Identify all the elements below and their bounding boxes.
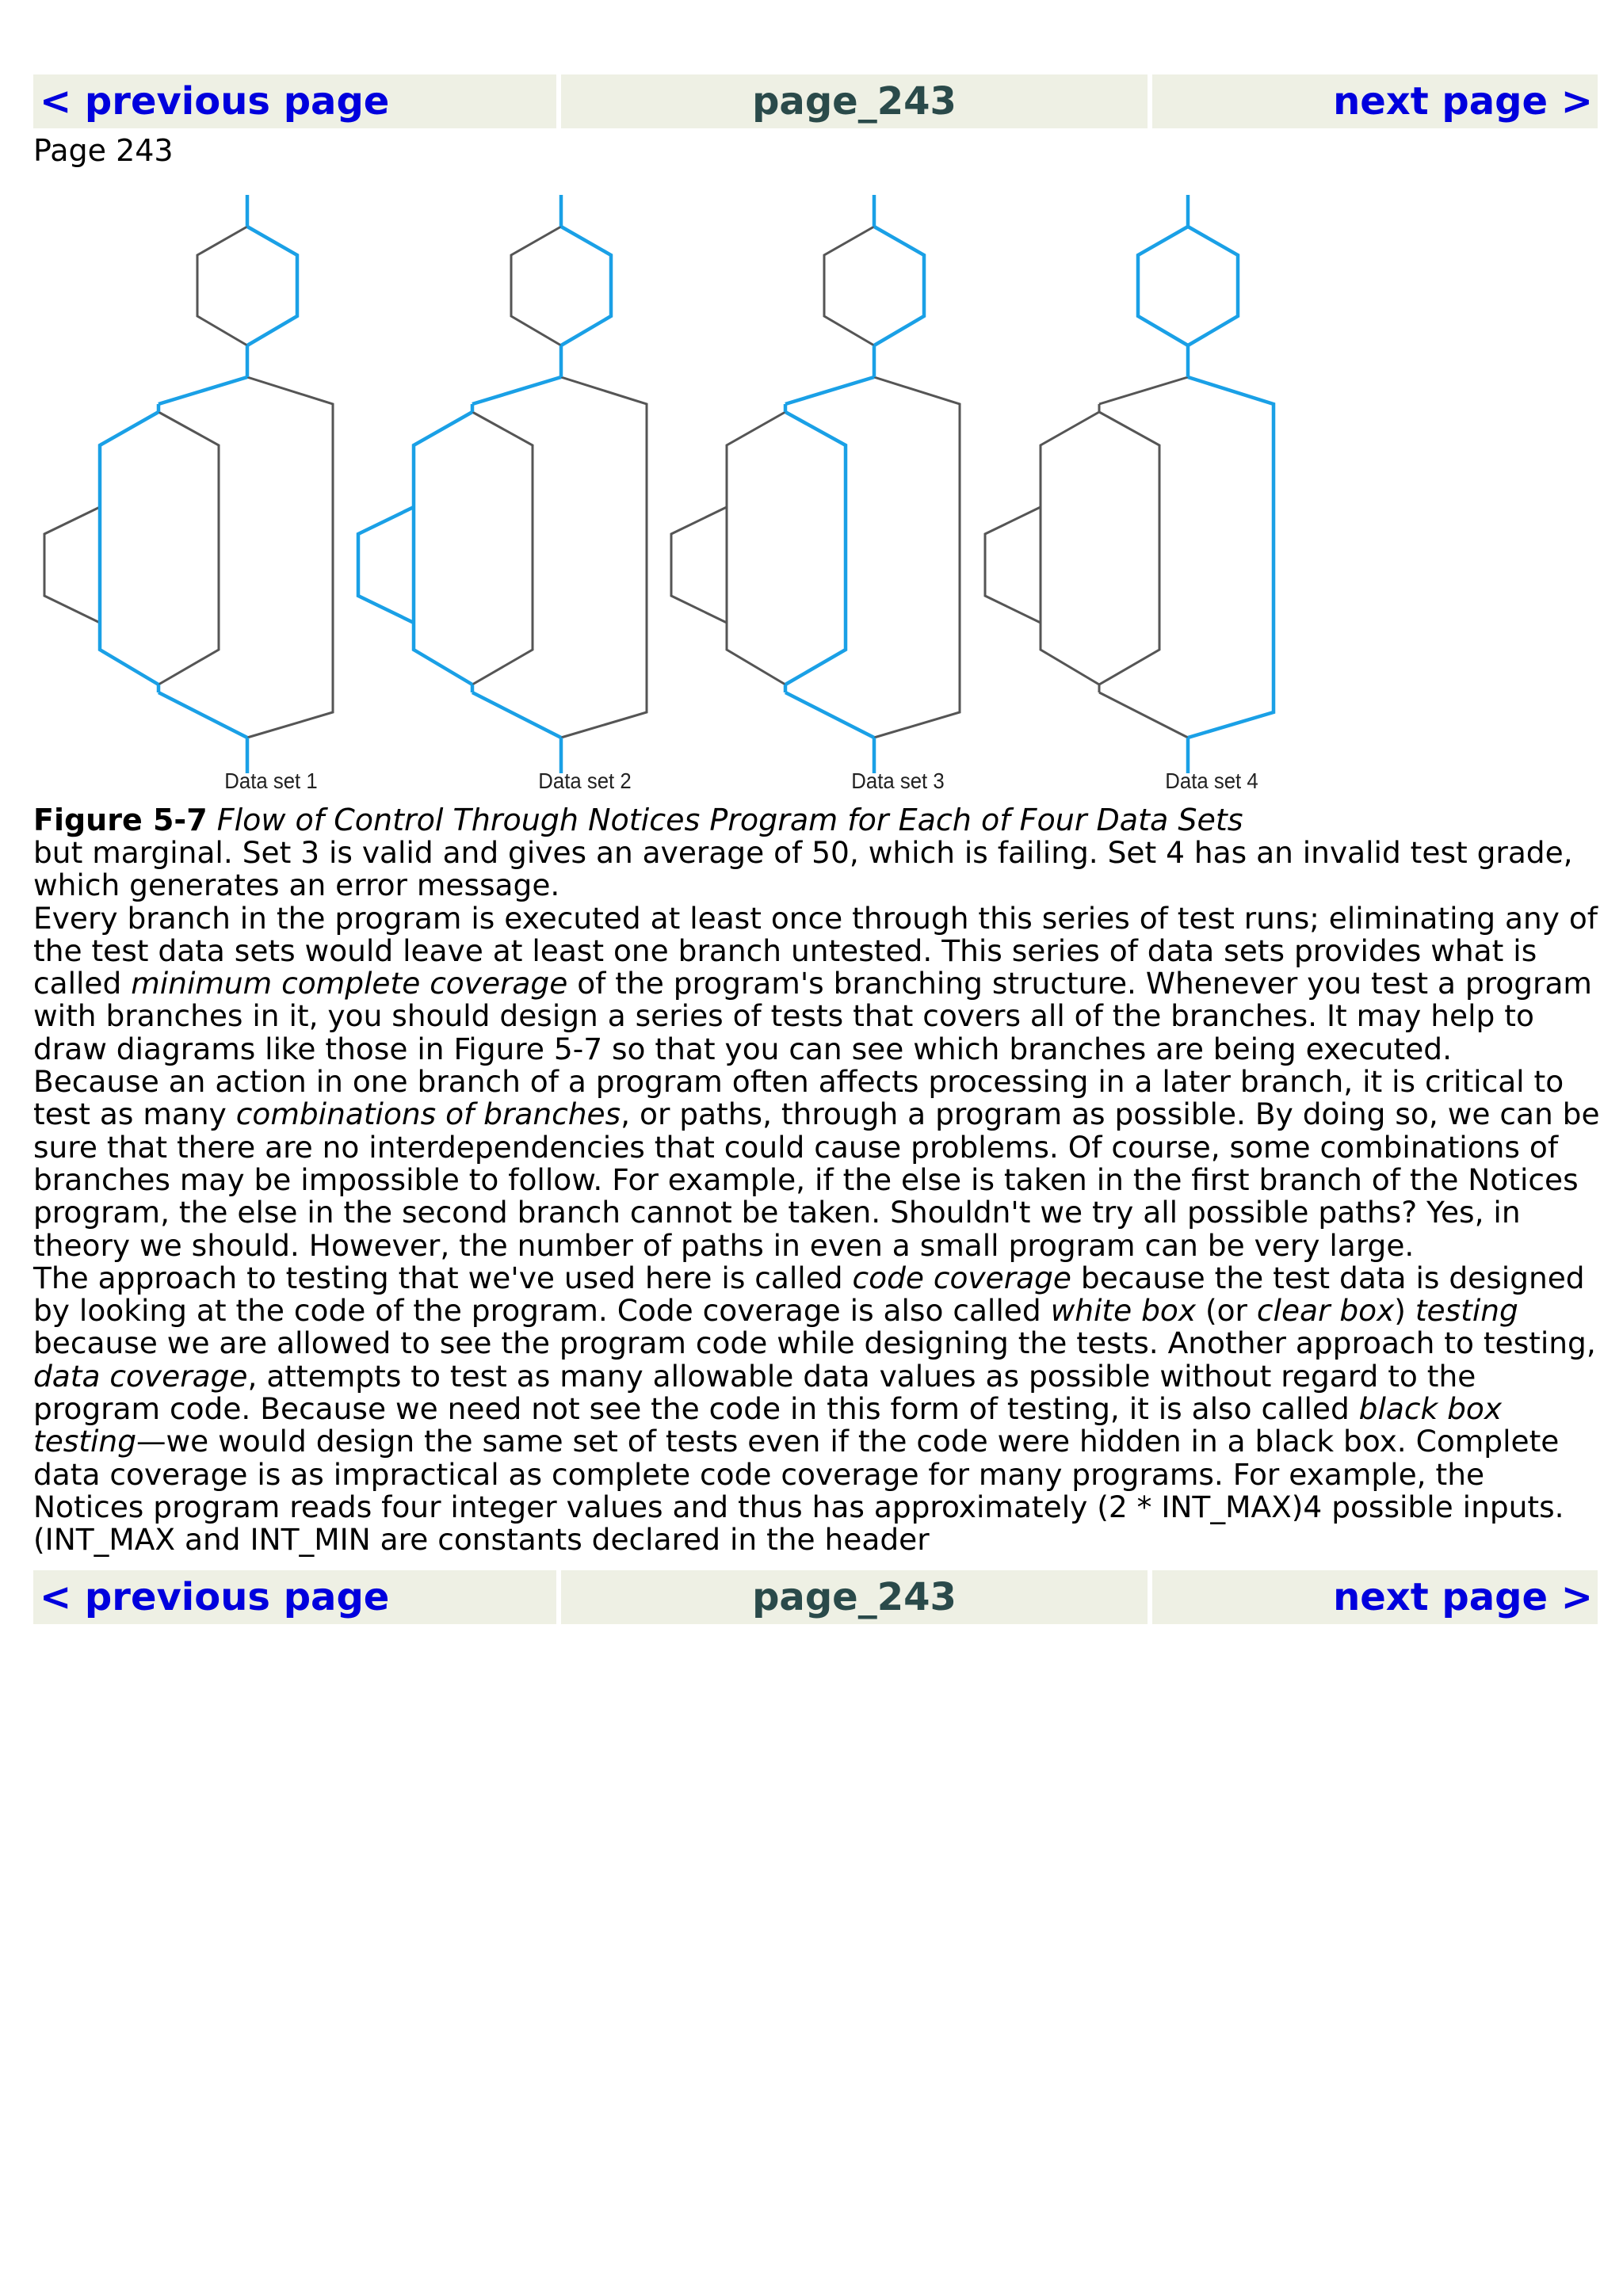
flow-path-segment — [158, 377, 247, 404]
flow-path-segment — [561, 227, 611, 345]
figure-caption — [33, 803, 1602, 837]
flow-path-segment — [1188, 227, 1238, 345]
flow-path-segment — [561, 377, 647, 738]
flow-path-segment — [158, 412, 219, 685]
flow-path-segment — [1138, 227, 1188, 345]
flow-path-segment — [197, 227, 247, 345]
flow-path-segment — [158, 692, 247, 738]
flow-path-segment — [247, 227, 297, 345]
flow-path-segment — [1099, 412, 1159, 685]
paragraph: but marginal. Set 3 is valid and gives an average of 50, which is failing. Set 4 has an invalid test grade, which generates an error message. — [33, 835, 1573, 903]
flow-path-segment — [785, 412, 846, 685]
flow-path-segment — [100, 412, 158, 685]
flow-of-control-figure — [33, 170, 1602, 803]
page-indicator: page_243 — [561, 1570, 1148, 1624]
data-set-label: Data set 3 — [851, 769, 945, 793]
flow-diagram-data-set-1 — [44, 195, 333, 773]
flow-path-segment — [472, 377, 561, 404]
previous-page-link[interactable]: < previous page — [33, 1570, 556, 1624]
flow-diagram — [33, 170, 1602, 803]
flow-path-segment — [472, 412, 533, 685]
figure-title: Flow of Control Through Notices Program for Each of Four Data Sets — [216, 803, 1243, 837]
flow-path-segment — [414, 412, 472, 685]
flow-path-segment — [358, 507, 414, 623]
top-navigation-bar — [33, 74, 1602, 128]
paragraph: The approach to testing that we've used here is called code coverage because the test data is designed by looking at the code of the program. Code coverage is also called white box (or clear box) testing because we are allowed to see the program code while designing the tests. Another approach to testing, data coverage, attempts to test as many allowable data values as possible without regard to the program code. Because we need not see the code in this form of testing, it is also called black box testing—we would design the same set of tests even if the code were hidden in a black box. Complete data coverage is as impractical as complete code coverage for many programs. For example, the Notices program reads four integer values and thus has approximately (2 * INT_MAX)4 possible inputs. (INT_MAX and INT_MIN are constants declared in the header — [33, 1260, 1596, 1558]
flow-path-segment — [785, 692, 874, 738]
flow-path-segment — [472, 692, 561, 738]
paragraph: Because an action in one branch of a program often affects processing in a later branch, it is critical to test as many combinations of branches, or paths, through a program as possible. By doing so, we can be sure that there are no interdependencies that could cause problems. Of course, some combinations of branches may be impossible to follow. For example, if the else is taken in the first branch of the Notices program, the else in the second branch cannot be taken. Shouldn't we try all possible paths? Yes, in theory we should. However, the number of paths in even a small program can be very large. — [33, 1064, 1600, 1263]
flow-path-segment — [824, 227, 874, 345]
flow-path-segment — [1099, 377, 1188, 404]
flow-diagram-data-set-2 — [358, 195, 647, 773]
flow-diagram-data-set-3 — [671, 195, 960, 773]
flow-path-segment — [1099, 692, 1188, 738]
document-page — [33, 74, 1602, 1557]
flow-path-segment — [511, 227, 561, 345]
flow-path-segment — [44, 507, 100, 623]
page-indicator: page_243 — [561, 74, 1148, 128]
flow-diagram-data-set-4 — [985, 195, 1274, 773]
bottom-navigation-bar — [33, 1570, 1602, 1624]
flow-path-segment — [727, 412, 785, 685]
figure-number: Figure 5-7 — [33, 803, 208, 837]
paragraph: Every branch in the program is executed at least once through this series of test runs; eliminating any of the test data sets would leave at least one branch untested. This series of data sets provides what is called minimum complete coverage of the program's branching structure. Whenever you test a program with branches in it, you should design a series of tests that covers all of the branches. It may help to draw diagrams like those in Figure 5-7 so that you can see which branches are being executed. — [33, 900, 1598, 1066]
flow-path-segment — [985, 507, 1041, 623]
next-page-link[interactable]: next page > — [1152, 74, 1598, 128]
flow-path-segment — [671, 507, 727, 623]
previous-page-link[interactable]: < previous page — [33, 74, 556, 128]
page-number-label: Page 243 — [33, 133, 174, 168]
flow-path-segment — [785, 377, 874, 404]
flow-path-segment — [874, 227, 924, 345]
data-set-label: Data set 1 — [224, 769, 318, 793]
bottom-navigation — [33, 1570, 1602, 1624]
body-text — [33, 837, 1602, 1557]
flow-path-segment — [247, 377, 333, 738]
data-set-label: Data set 4 — [1165, 769, 1258, 793]
flow-path-segment — [1188, 377, 1274, 738]
next-page-link[interactable]: next page > — [1152, 1570, 1598, 1624]
data-set-label: Data set 2 — [538, 769, 632, 793]
flow-path-segment — [874, 377, 960, 738]
flow-path-segment — [1041, 412, 1099, 685]
